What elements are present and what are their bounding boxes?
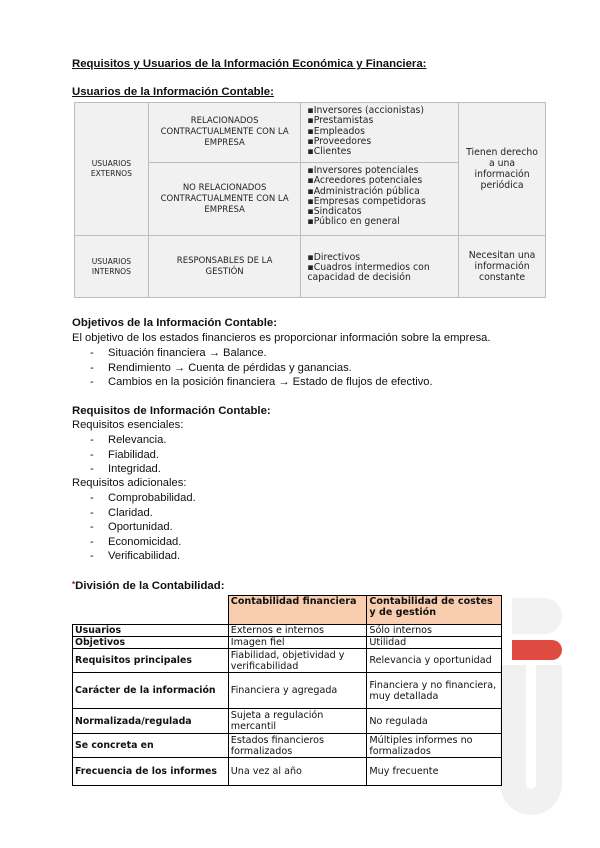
cell: No regulada [367,709,502,734]
list-item: ▪Directivos [307,251,361,263]
users-heading: Usuarios de la Información Contable: [72,86,274,98]
table-row [73,709,502,734]
list-item: - Cambios en la posición financiera → Estado de flujos de efectivo. [90,376,433,389]
relacionados-label: RELACIONADOS CONTRACTUALMENTE CON LA EMPRESA [148,103,301,163]
list-item: - Relevancia. [90,434,167,446]
objetivos-heading: Objetivos de la Información Contable: [72,317,278,329]
watermark-shape [512,640,562,660]
list-item: ▪Inversores potenciales [307,165,419,176]
list-item: ▪Sindicatos [307,206,362,218]
requisitos-heading: Requisitos de Información Contable: [72,405,271,417]
col-header-costes: Contabilidad de costes y de gestión [367,596,502,625]
row-label: Se concreta en [73,734,229,758]
externos-note: Tienen derecho a una información periódica [459,103,546,236]
row-label: Requisitos principales [73,649,229,673]
cell: Financiera y agregada [228,673,367,709]
asterisk-marker: * [72,580,76,589]
list-item: - Economicidad. [90,535,182,548]
table-row [73,734,502,758]
internos-note: Necesitan una información constante [459,236,546,298]
table-row [73,637,502,649]
cell: Sólo internos [367,625,502,637]
watermark-shape [500,665,562,815]
cell: Externos e internos [228,625,367,637]
list-item: - Comprobabilidad. [90,492,196,504]
esenciales-list [90,433,166,477]
objetivos-list [90,346,433,390]
responsables-label: RESPONSABLES DE LA GESTIÓN [148,236,301,298]
cell: Sujeta a regulación mercantil [228,709,367,734]
row-label: Frecuencia de los informes [73,758,229,786]
internos-list [301,236,459,298]
list-item: - Claridad. [90,506,153,519]
division-heading: *División de la Contabilidad: [72,580,225,592]
row-label: Normalizada/regulada [73,709,229,734]
list-item: ▪Empleados [307,125,365,137]
table-row [73,758,502,786]
col-header-financiera: Contabilidad financiera [228,596,367,625]
row-label: Usuarios [73,625,229,637]
cell: Una vez al año [228,758,367,786]
watermark-shape [512,598,562,634]
adicionales-list [90,491,196,564]
list-item: - Verificabilidad. [90,550,181,563]
cell: Imagen fiel [228,637,367,649]
division-table [72,595,502,786]
cell: Relevancia y oportunidad [367,649,502,673]
list-item: ▪Empresas competidoras [307,195,426,207]
relacionados-list [301,103,459,163]
esenciales-label: Requisitos esenciales: [72,419,184,431]
list-item: - Integridad. [90,463,161,476]
cell: Muy frecuente [367,758,502,786]
cell: Fiabilidad, objetividad y verificabilidad [228,649,367,673]
internos-label: USUARIOS INTERNOS [75,236,149,298]
list-item: ▪Público en general [307,216,400,228]
list-item: - Oportunidad. [90,521,173,534]
cell: Financiera y no financiera, muy detallada [367,673,502,709]
cell: Múltiples informes no formalizados [367,734,502,758]
externos-label: USUARIOS EXTERNOS [75,103,149,236]
list-item: - Fiabilidad. [90,448,159,461]
list-item: - Rendimiento → Cuenta de pérdidas y ganancias. [90,361,352,374]
cell: Utilidad [367,637,502,649]
list-item: - Situación financiera → Balance. [90,347,267,359]
list-item: ▪Proveedores [307,135,372,147]
no-relacionados-list [301,163,459,236]
cell: Estados financieros formalizados [228,734,367,758]
row-label: Objetivos [73,637,229,649]
blank-cell [73,596,229,625]
list-item: ▪Inversores (accionistas) [307,105,424,116]
list-item: ▪Cuadros intermedios con capacidad de decisión [307,261,430,284]
list-item: ▪Clientes [307,146,352,158]
users-table [74,102,546,298]
table-row [73,673,502,709]
objetivos-intro: El objetivo de los estados financieros es proporcionar información sobre la empresa. [72,332,491,344]
row-label: Carácter de la información [73,673,229,709]
adicionales-label: Requisitos adicionales: [72,477,187,489]
table-row [73,649,502,673]
document-title: Requisitos y Usuarios de la Información Económica y Financiera: [72,58,427,70]
table-row [73,625,502,637]
list-item: ▪Administración pública [307,185,420,197]
list-item: ▪Prestamistas [307,115,374,127]
list-item: ▪Acreedores potenciales [307,175,423,187]
no-relacionados-label: NO RELACIONADOS CONTRACTUALMENTE CON LA EMPRESA [148,163,301,236]
